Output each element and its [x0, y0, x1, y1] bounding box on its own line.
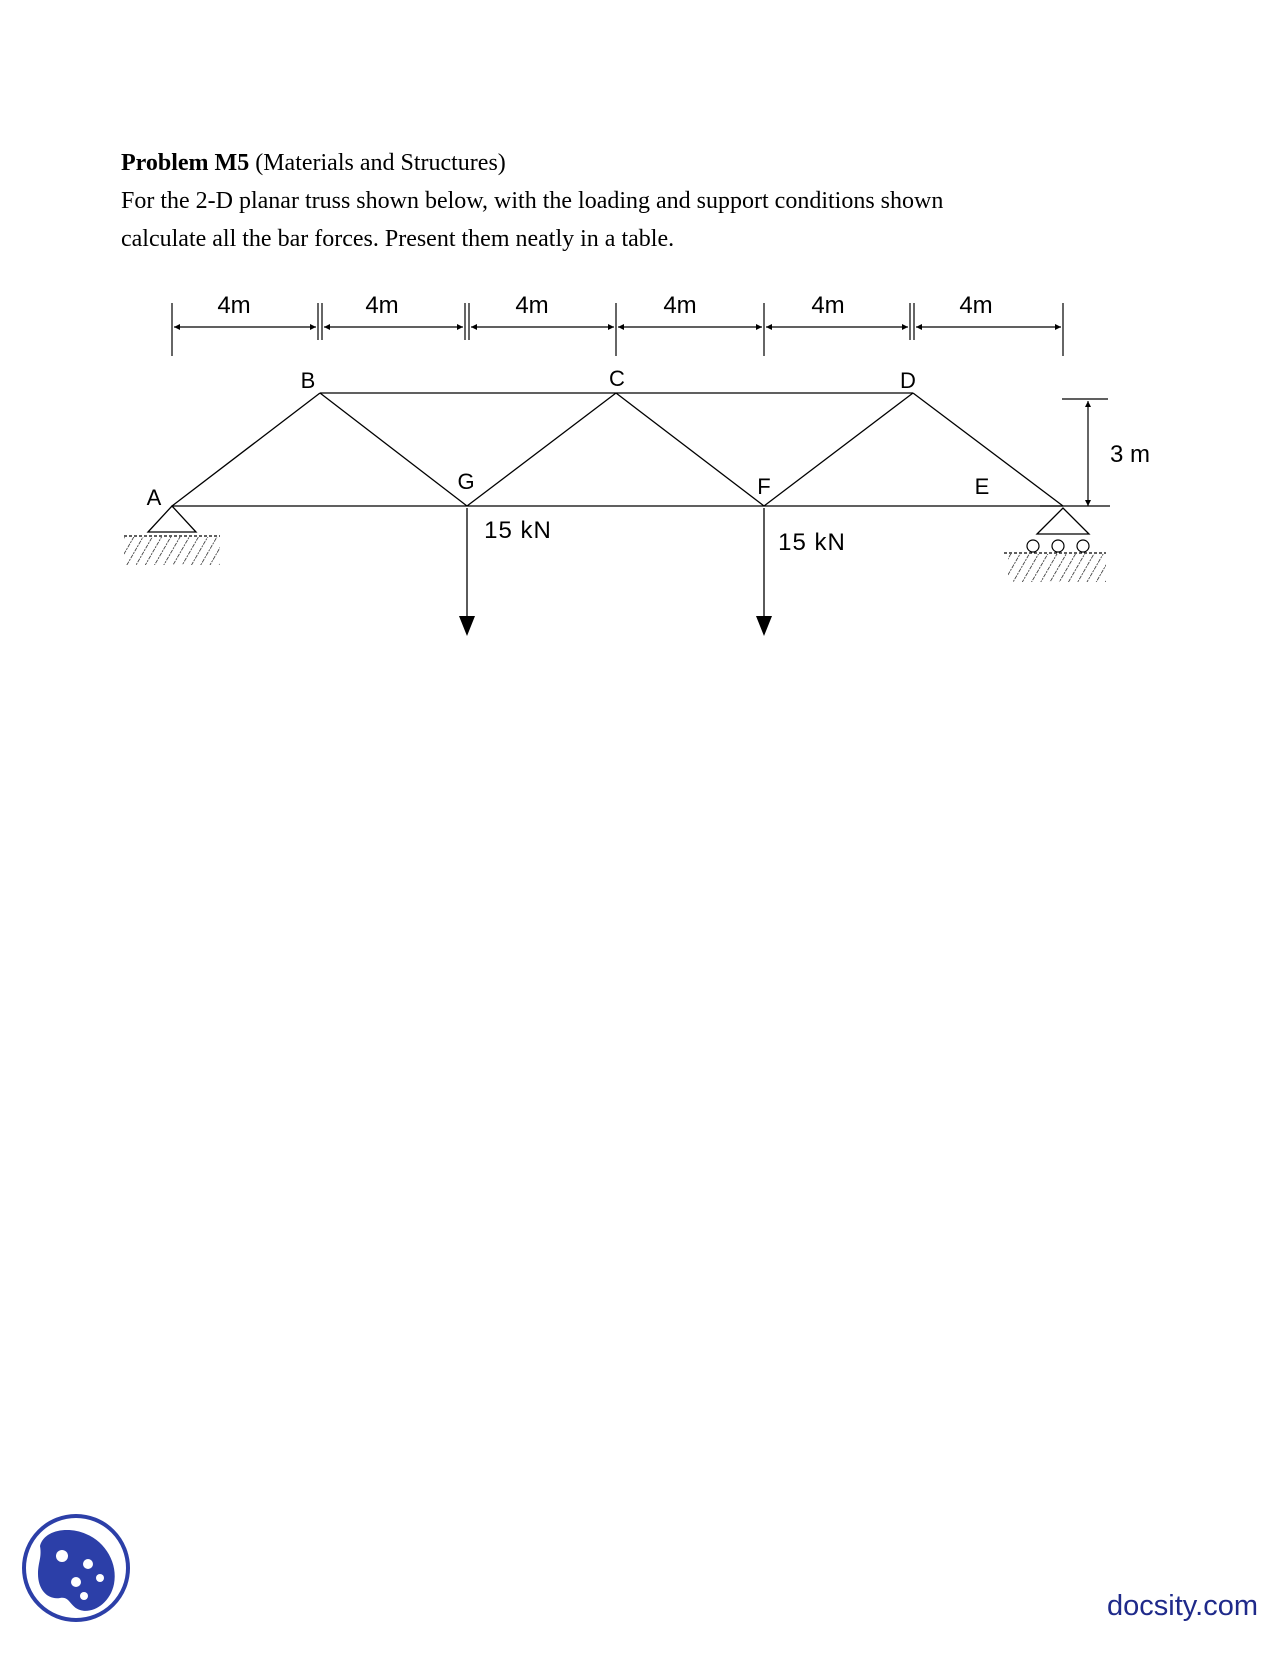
height-dimension: [1062, 399, 1108, 506]
member-cf: [616, 393, 764, 506]
member-bg: [320, 393, 467, 506]
problem-line-1: For the 2-D planar truss shown below, with the loading and support conditions shown: [121, 188, 944, 214]
dimension-ticks: [172, 303, 1063, 356]
down-arrow-icon: [756, 616, 772, 636]
node-label-c: C: [609, 366, 625, 391]
truss-diagram: [0, 0, 1280, 700]
span-label-4: 4m: [663, 292, 697, 319]
node-label-b: B: [300, 368, 316, 393]
height-label: 3 m: [1109, 441, 1151, 468]
span-label-6: 4m: [959, 292, 993, 319]
node-label-d: D: [900, 368, 916, 393]
span-label-1: 4m: [217, 292, 251, 319]
problem-number: Problem M5: [121, 150, 250, 176]
down-arrow-icon: [459, 616, 475, 636]
load-arrow-g: [459, 508, 475, 636]
roller-support-icon: [1004, 506, 1110, 582]
span-label-3: 4m: [515, 292, 549, 319]
problem-line-2: calculate all the bar forces. Present them neatly in a table.: [121, 226, 675, 252]
load-label-g: 15 kN: [484, 517, 552, 544]
member-fd: [764, 393, 913, 506]
node-label-e: E: [974, 474, 990, 499]
docsity-logo-icon: [20, 1512, 132, 1624]
load-label-f: 15 kN: [778, 529, 846, 556]
pin-support-icon: [124, 506, 220, 565]
node-label-g: G: [457, 469, 475, 494]
node-label-f: F: [757, 474, 771, 499]
problem-subject: (Materials and Structures): [249, 150, 506, 176]
member-gc: [467, 393, 616, 506]
member-ab: [172, 393, 320, 506]
span-label-5: 4m: [811, 292, 845, 319]
load-arrow-f: [756, 508, 772, 636]
truss-members: [172, 393, 1063, 506]
docsity-brand-link[interactable]: docsity.com: [1107, 1590, 1258, 1622]
node-label-a: A: [146, 485, 162, 510]
span-label-2: 4m: [365, 292, 399, 319]
